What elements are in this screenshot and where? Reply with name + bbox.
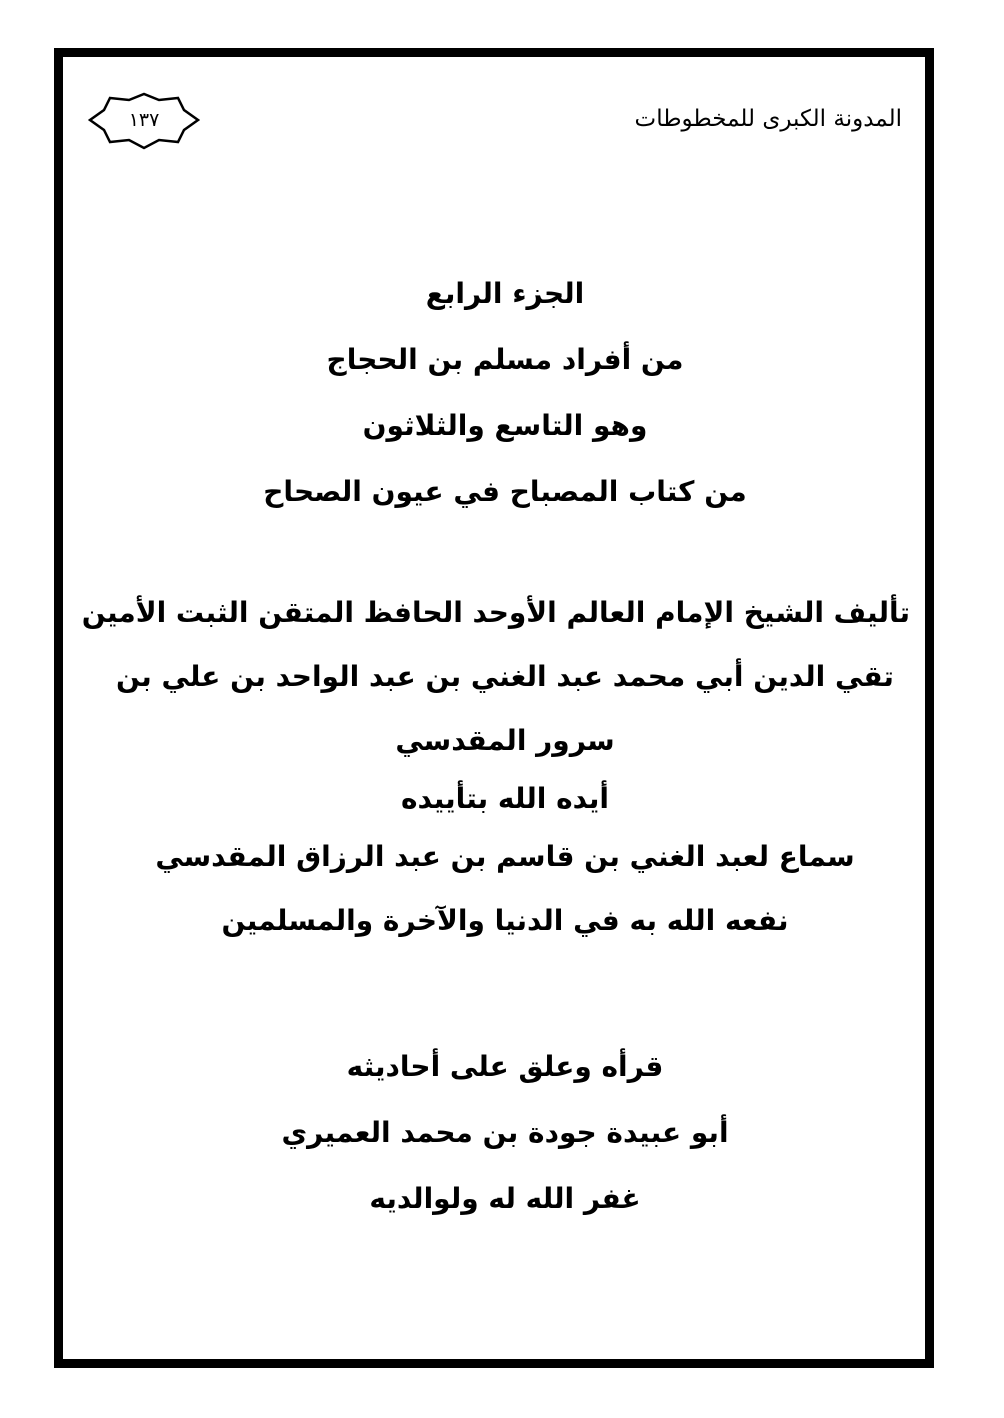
reader-line: أبو عبيدة جودة بن محمد العميري (281, 1116, 729, 1149)
author-line: سرور المقدسي (395, 724, 615, 757)
author-line: تأليف الشيخ الإمام العالم الأوحد الحافظ المتقن الثبت الأمين (81, 596, 910, 629)
reader-block (100, 1040, 910, 1238)
header-title: المدونة الكبرى للمخطوطات (634, 106, 902, 132)
title-line: من أفراد مسلم بن الحجاج (326, 343, 684, 376)
title-line: الجزء الرابع (425, 277, 585, 310)
reader-line: غفر الله له ولوالديه (369, 1182, 641, 1215)
author-line: تقي الدين أبي محمد عبد الغني بن عبد الواحد بن علي بن (116, 660, 894, 693)
author-line: نفعه الله به في الدنيا والآخرة والمسلمين (221, 904, 789, 937)
title-line: من كتاب المصباح في عيون الصحاح (263, 475, 747, 508)
author-line: سماع لعبد الغني بن قاسم بن عبد الرزاق المقدسي (155, 840, 855, 873)
page-number: ١٣٧ (128, 109, 160, 131)
title-line: وهو التاسع والثلاثون (362, 409, 648, 442)
author-line: أيده الله بتأييده (401, 782, 609, 815)
book-title-block (100, 266, 910, 530)
reader-line: قرأه وعلق على أحاديثه (346, 1050, 664, 1083)
author-block (81, 588, 910, 960)
page-number-badge (88, 92, 200, 154)
